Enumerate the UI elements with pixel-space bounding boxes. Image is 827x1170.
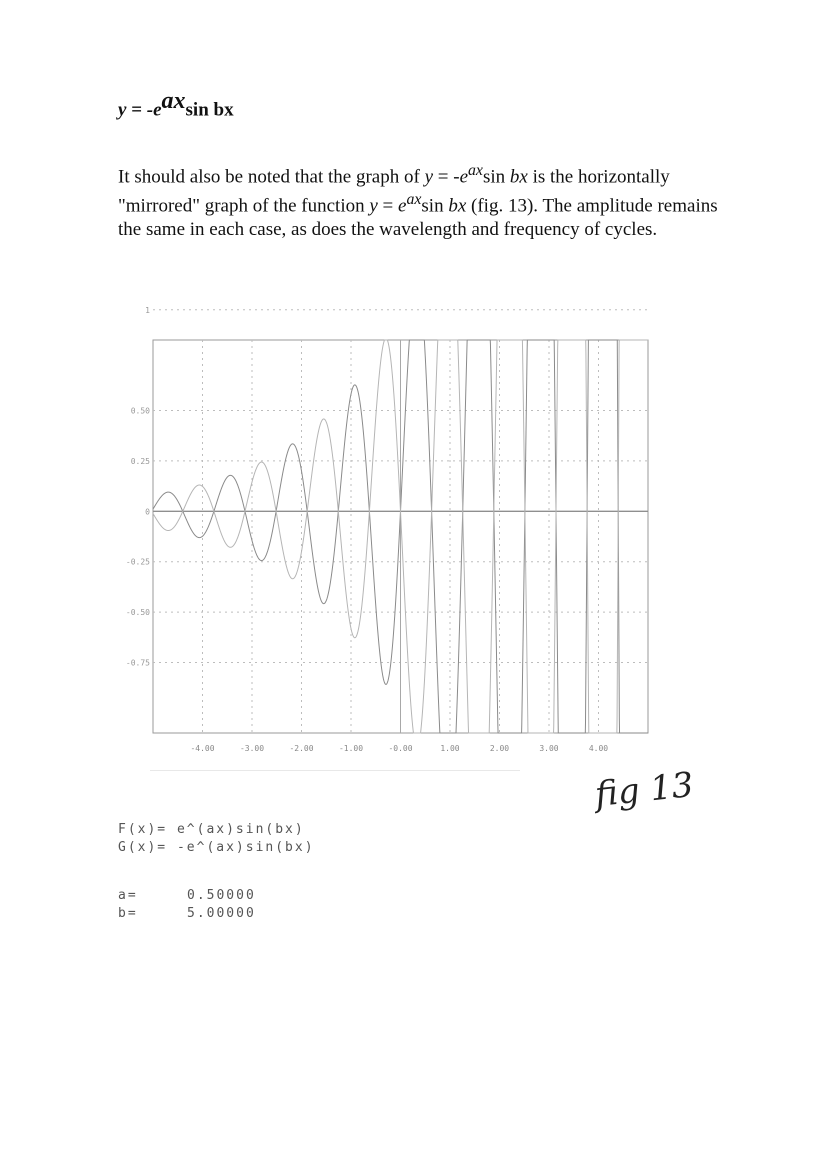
param-b-name: b= [118,906,138,921]
scan-artifact-line [150,770,520,771]
function-g-row [118,840,315,855]
y-tick-label: 1 [145,305,150,315]
param-a-value: 0.50000 [187,888,256,903]
body-paragraph: It should also be noted that the graph of $y = -e^{ax}\sin$ bx is the horizontally "mirrored" graph of the function $y = e^{ax}\sin$ bx (fig. 13). The amplitude remains the same in each case, as does the wavelength and frequency of cycles. [118,162,718,240]
function-graph [120,305,660,765]
x-tick-label: -2.00 [289,744,314,753]
figure-label: fig 13 [593,764,696,816]
y-tick-label: -0.25 [125,557,150,567]
x-tick-label: 2.00 [489,744,510,753]
y-tick-label: 0.50 [130,406,150,416]
y-tick-label: -0.50 [125,608,150,618]
x-tick-label: -4.00 [190,744,215,753]
param-a-name: a= [118,888,138,903]
function-g-expr: -e^(ax)sin(bx) [176,840,315,855]
section-heading: $y = -e^{ax}\sin$ bx [118,88,234,121]
x-tick-label: -3.00 [239,744,265,753]
y-tick-labels [126,306,150,668]
x-tick-label: -1.00 [338,744,364,753]
x-tick-label: -0.00 [388,744,413,753]
x-tick-label: 4.00 [588,744,609,753]
y-tick-label: 0 [145,507,150,517]
y-tick-label: -0.75 [125,658,150,668]
x-tick-labels [190,744,608,753]
param-b-value: 5.00000 [187,906,256,921]
y-tick-label: 0.25 [130,456,150,466]
function-f-expr: e^(ax)sin(bx) [176,822,305,837]
function-f-name: F(x)= [118,822,168,837]
x-tick-label: 1.00 [440,744,460,753]
x-tick-label: 3.00 [539,744,559,753]
function-f-row [118,822,305,837]
function-g-name: G(x)= [118,840,168,855]
